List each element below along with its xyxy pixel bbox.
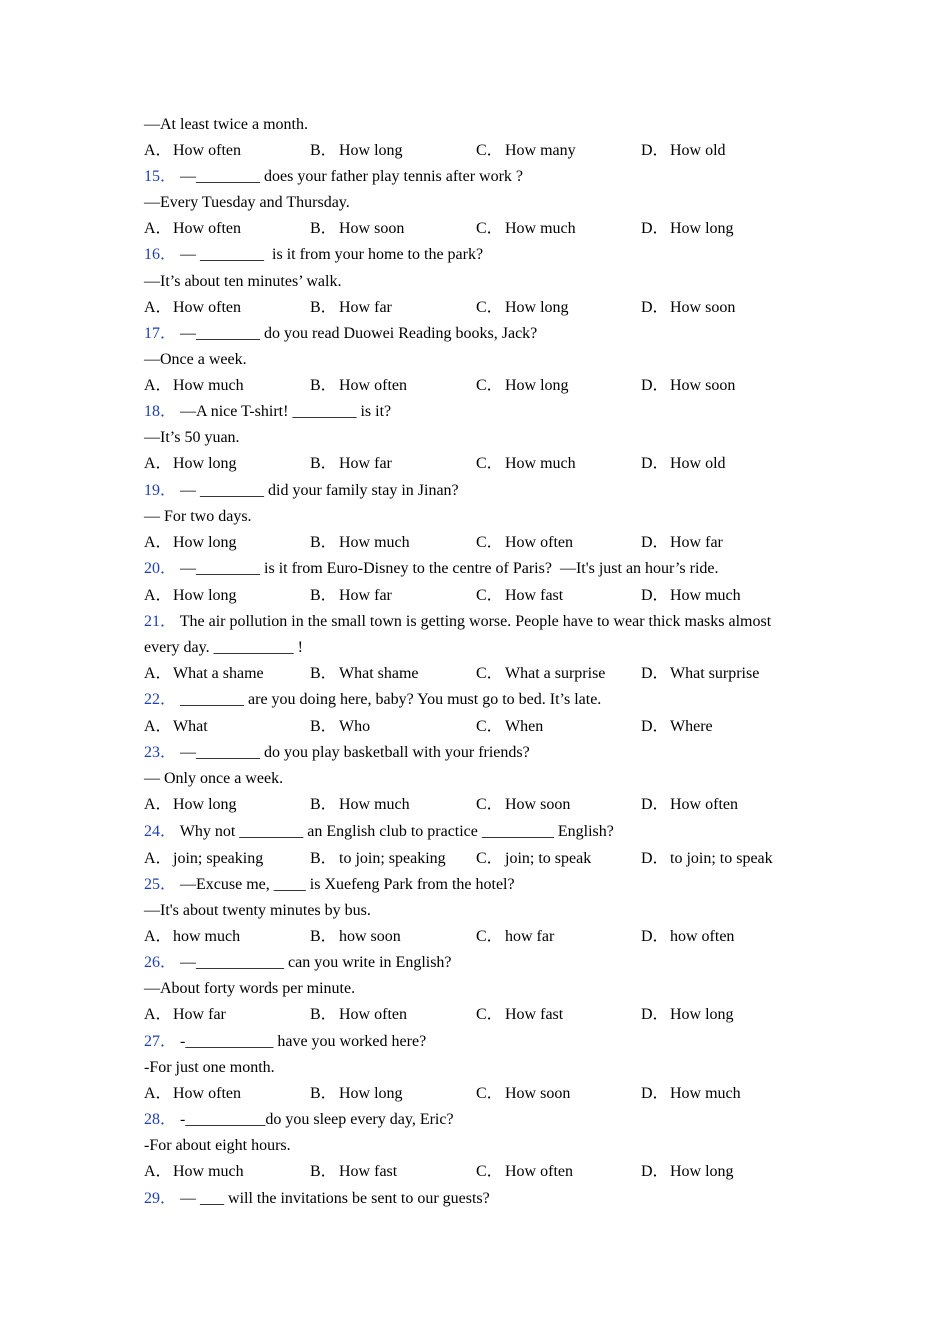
option-text: How far [670, 534, 723, 551]
question-26-option-b [310, 1005, 407, 1025]
option-letter: B． [310, 796, 337, 813]
question-23-option-d [641, 795, 738, 815]
question-27 [144, 1032, 426, 1052]
option-letter: D． [641, 534, 669, 551]
question-18-option-c [476, 454, 576, 474]
text-line: —It's about twenty minutes by bus. [144, 902, 371, 919]
option-letter: C． [476, 299, 503, 316]
question-23 [144, 743, 530, 763]
question-20-option-c [476, 586, 563, 606]
text-line: — For two days. [144, 508, 252, 525]
option-letter: A． [144, 142, 172, 159]
question-18 [144, 402, 391, 422]
option-letter: B． [310, 142, 337, 159]
option-letter: B． [310, 455, 337, 472]
option-letter: C． [476, 1163, 503, 1180]
option-text: to join; speaking [339, 850, 446, 867]
option-letter: B． [310, 665, 337, 682]
question-28 [144, 1110, 454, 1130]
question-text: —________ do you play basketball with your friends? [176, 744, 530, 761]
option-letter: A． [144, 1085, 172, 1102]
option-letter: D． [641, 377, 669, 394]
option-text: How long [505, 299, 569, 316]
option-letter: A． [144, 718, 172, 735]
option-text: How long [339, 142, 403, 159]
option-letter: A． [144, 377, 172, 394]
question-25-option-b [310, 927, 401, 947]
option-text: How often [173, 1085, 241, 1102]
question-22-option-b [310, 717, 370, 737]
question-25-option-a [144, 927, 240, 947]
option-letter: C． [476, 220, 503, 237]
question-17-option-d [641, 376, 735, 396]
question-19-option-b [310, 533, 410, 553]
option-text: How far [339, 455, 392, 472]
question-21-option-a [144, 664, 264, 684]
option-letter: B． [310, 220, 337, 237]
question-number: 21． [144, 613, 177, 630]
option-text: How long [173, 534, 237, 551]
question-text: The air pollution in the small town is getting worse. People have to wear thick masks almost [176, 613, 772, 630]
option-letter: C． [476, 718, 503, 735]
text-line: —It’s 50 yuan. [144, 429, 240, 446]
question-19 [144, 481, 459, 501]
question-28-option-b [310, 1162, 397, 1182]
option-text: How much [670, 1085, 741, 1102]
option-letter: D． [641, 850, 669, 867]
option-letter: C． [476, 928, 503, 945]
question-number: 24． [144, 823, 177, 840]
question-22 [144, 690, 601, 710]
question-25-option-d [641, 927, 734, 947]
option-text: join; to speak [505, 850, 592, 867]
question-15 [144, 167, 523, 187]
question-number: 20． [144, 560, 177, 577]
option-text: How soon [505, 1085, 571, 1102]
option-letter: D． [641, 928, 669, 945]
text-line: —Once a week. [144, 351, 247, 368]
option-letter: D． [641, 1006, 669, 1023]
option-letter: B． [310, 1085, 337, 1102]
question-21-option-d [641, 664, 759, 684]
option-letter: D． [641, 587, 669, 604]
question-text: —A nice T-shirt! ________ is it? [176, 403, 392, 420]
option-letter: C． [476, 665, 503, 682]
question-17 [144, 324, 537, 344]
option-text: How far [339, 299, 392, 316]
option-text: How often [173, 142, 241, 159]
option-letter: C． [476, 534, 503, 551]
question-text: — ________ did your family stay in Jinan? [176, 482, 459, 499]
question-number: 17． [144, 325, 177, 342]
option-letter: B． [310, 587, 337, 604]
option-letter: A． [144, 850, 172, 867]
option-text: How many [505, 142, 576, 159]
option-text: How far [173, 1006, 226, 1023]
option-letter: D． [641, 455, 669, 472]
option-text: How often [339, 377, 407, 394]
option-text: how much [173, 928, 241, 945]
question-25 [144, 875, 515, 895]
question-17-option-c [476, 376, 569, 396]
question-24-option-a [144, 849, 263, 869]
question-number: 29． [144, 1190, 177, 1207]
option-letter: B． [310, 534, 337, 551]
option-d [641, 141, 726, 161]
question-text: —________ do you read Duowei Reading books, Jack? [176, 325, 538, 342]
option-text: How much [670, 587, 741, 604]
option-letter: A． [144, 299, 172, 316]
question-18-option-d [641, 454, 726, 474]
option-text: How fast [505, 587, 564, 604]
question-text: Why not ________ an English club to practice _________ English? [176, 823, 614, 840]
option-text: How much [505, 220, 576, 237]
question-17-option-b [310, 376, 407, 396]
option-text: How long [173, 796, 237, 813]
option-letter: A． [144, 665, 172, 682]
option-letter: C． [476, 850, 503, 867]
option-text: What [173, 718, 208, 735]
option-letter: D． [641, 796, 669, 813]
question-27-option-d [641, 1084, 741, 1104]
question-number: 27． [144, 1033, 177, 1050]
question-16-option-c [476, 298, 569, 318]
option-text: How long [670, 220, 734, 237]
option-letter: A． [144, 1006, 172, 1023]
question-text: —Excuse me, ____ is Xuefeng Park from the hotel? [176, 876, 515, 893]
option-text: How long [670, 1163, 734, 1180]
question-number: 15． [144, 168, 177, 185]
text-line: —It’s about ten minutes’ walk. [144, 273, 342, 290]
question-text: — ___ will the invitations be sent to our guests? [176, 1190, 490, 1207]
question-24-option-c [476, 849, 591, 869]
option-text: How old [670, 142, 726, 159]
option-text: Where [670, 718, 713, 735]
option-b [310, 141, 403, 161]
question-number: 22． [144, 691, 177, 708]
question-20-option-d [641, 586, 741, 606]
option-text: How much [339, 534, 410, 551]
question-22-option-d [641, 717, 713, 737]
question-29 [144, 1189, 490, 1209]
text-line: — Only once a week. [144, 770, 284, 787]
question-16 [144, 245, 483, 265]
option-text: How often [505, 534, 573, 551]
question-number: 28． [144, 1111, 177, 1128]
option-letter: D． [641, 1163, 669, 1180]
question-23-option-a [144, 795, 237, 815]
text-line: —At least twice a month. [144, 116, 308, 133]
option-text: How much [173, 377, 244, 394]
question-text: —________ does your father play tennis after work ? [176, 168, 524, 185]
option-text: how far [505, 928, 555, 945]
question-17-option-a [144, 376, 244, 396]
option-letter: A． [144, 1163, 172, 1180]
question-19-option-a [144, 533, 237, 553]
option-text: What surprise [670, 665, 760, 682]
option-text: How often [505, 1163, 573, 1180]
question-27-option-a [144, 1084, 241, 1104]
question-15-option-a [144, 219, 241, 239]
option-text: How often [173, 299, 241, 316]
question-18-option-b [310, 454, 392, 474]
question-text: —___________ can you write in English? [176, 954, 452, 971]
question-18-option-a [144, 454, 237, 474]
option-letter: D． [641, 718, 669, 735]
question-23-option-c [476, 795, 570, 815]
question-16-option-b [310, 298, 392, 318]
question-21 [144, 612, 771, 632]
option-letter: C． [476, 455, 503, 472]
question-21-option-c [476, 664, 605, 684]
option-text: how often [670, 928, 735, 945]
option-letter: B． [310, 850, 337, 867]
option-letter: C． [476, 1006, 503, 1023]
option-text: How much [173, 1163, 244, 1180]
option-letter: B． [310, 1163, 337, 1180]
question-26 [144, 953, 452, 973]
option-text: How long [173, 455, 237, 472]
question-15-option-d [641, 219, 734, 239]
option-text: How old [670, 455, 726, 472]
option-c [476, 141, 576, 161]
question-text: -___________ have you worked here? [176, 1033, 427, 1050]
question-16-option-d [641, 298, 735, 318]
question-text: ________ are you doing here, baby? You must go to bed. It’s late. [176, 691, 602, 708]
option-text: How often [173, 220, 241, 237]
option-text: How long [505, 377, 569, 394]
question-22-option-a [144, 717, 208, 737]
option-text: What a shame [173, 665, 264, 682]
option-letter: C． [476, 142, 503, 159]
option-letter: C． [476, 1085, 503, 1102]
option-text: How fast [505, 1006, 564, 1023]
option-letter: C． [476, 587, 503, 604]
question-number: 18． [144, 403, 177, 420]
question-number: 25． [144, 876, 177, 893]
question-26-option-a [144, 1005, 226, 1025]
option-text: What shame [339, 665, 419, 682]
question-26-option-c [476, 1005, 563, 1025]
question-15-option-b [310, 219, 404, 239]
option-text: When [505, 718, 544, 735]
question-text: — ________ is it from your home to the park? [176, 246, 484, 263]
question-20 [144, 559, 719, 579]
question-text: -__________do you sleep every day, Eric? [176, 1111, 454, 1128]
text-line: every day. __________ ! [144, 639, 303, 656]
option-text: How long [670, 1006, 734, 1023]
text-line: —About forty words per minute. [144, 980, 356, 997]
option-text: How often [670, 796, 738, 813]
option-text: to join; to speak [670, 850, 773, 867]
question-20-option-a [144, 586, 237, 606]
question-24-option-d [641, 849, 773, 869]
question-20-option-b [310, 586, 392, 606]
option-letter: B． [310, 1006, 337, 1023]
option-text: How soon [670, 377, 736, 394]
question-25-option-c [476, 927, 554, 947]
option-text: How long [173, 587, 237, 604]
option-text: How soon [339, 220, 405, 237]
question-28-option-a [144, 1162, 244, 1182]
option-letter: A． [144, 796, 172, 813]
text-line: -For about eight hours. [144, 1137, 291, 1154]
option-letter: A． [144, 220, 172, 237]
option-text: How soon [670, 299, 736, 316]
option-letter: C． [476, 377, 503, 394]
question-24-option-b [310, 849, 446, 869]
text-line: —Every Tuesday and Thursday. [144, 194, 350, 211]
question-number: 23． [144, 744, 177, 761]
question-text: —________ is it from Euro-Disney to the centre of Paris? —It's just an hour’s ride. [176, 560, 719, 577]
option-letter: D． [641, 220, 669, 237]
text-line: -For just one month. [144, 1059, 275, 1076]
question-19-option-d [641, 533, 723, 553]
question-28-option-c [476, 1162, 573, 1182]
question-19-option-c [476, 533, 573, 553]
option-text: How often [339, 1006, 407, 1023]
question-24 [144, 822, 614, 842]
option-letter: B． [310, 928, 337, 945]
option-letter: A． [144, 534, 172, 551]
option-text: How much [339, 796, 410, 813]
question-16-option-a [144, 298, 241, 318]
option-letter: B． [310, 299, 337, 316]
option-text: How long [339, 1085, 403, 1102]
question-number: 16． [144, 246, 177, 263]
option-letter: A． [144, 455, 172, 472]
option-text: Who [339, 718, 371, 735]
option-text: How much [505, 455, 576, 472]
option-letter: D． [641, 665, 669, 682]
question-number: 19． [144, 482, 177, 499]
option-letter: D． [641, 299, 669, 316]
option-letter: C． [476, 796, 503, 813]
option-a [144, 141, 241, 161]
option-text: How soon [505, 796, 571, 813]
option-text: how soon [339, 928, 401, 945]
question-22-option-c [476, 717, 543, 737]
option-letter: B． [310, 377, 337, 394]
option-letter: B． [310, 718, 337, 735]
question-28-option-d [641, 1162, 734, 1182]
option-letter: D． [641, 1085, 669, 1102]
question-26-option-d [641, 1005, 734, 1025]
option-text: How fast [339, 1163, 398, 1180]
option-letter: A． [144, 587, 172, 604]
question-27-option-c [476, 1084, 570, 1104]
option-letter: D． [641, 142, 669, 159]
option-text: What a surprise [505, 665, 606, 682]
question-number: 26． [144, 954, 177, 971]
question-23-option-b [310, 795, 410, 815]
question-15-option-c [476, 219, 576, 239]
option-letter: A． [144, 928, 172, 945]
option-text: join; speaking [173, 850, 264, 867]
question-27-option-b [310, 1084, 403, 1104]
option-text: How far [339, 587, 392, 604]
question-21-option-b [310, 664, 419, 684]
